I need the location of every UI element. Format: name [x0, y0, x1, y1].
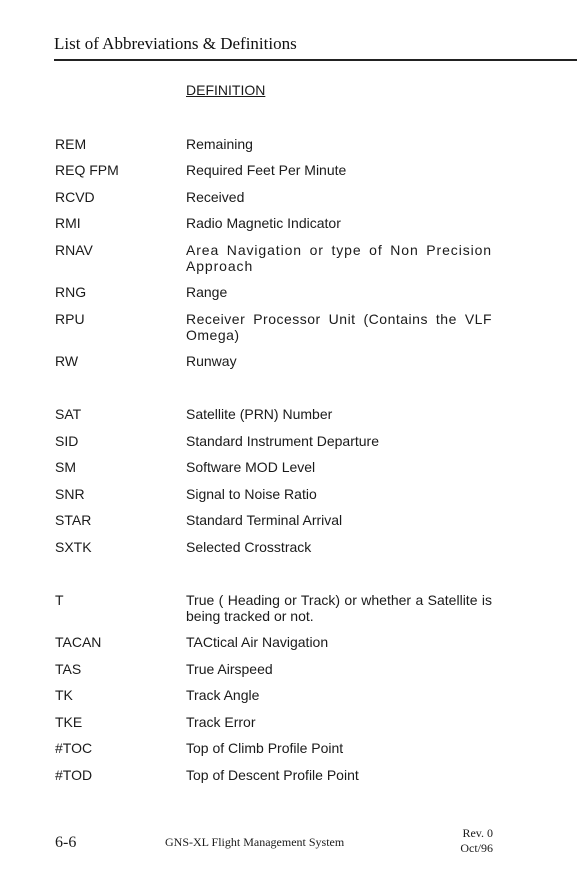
abbr-term: SNR — [55, 486, 85, 502]
abbr-term: T — [55, 592, 64, 608]
abbr-definition: Top of Descent Profile Point — [186, 767, 359, 783]
abbr-definition: Radio Magnetic Indicator — [186, 215, 341, 231]
abbr-term: #TOD — [55, 767, 93, 783]
revision-date: Oct/96 — [460, 841, 493, 855]
abbr-definition: True ( Heading or Track) or whether a Satellite is being tracked or not. — [186, 592, 492, 624]
abbr-definition: Received — [186, 189, 245, 205]
abbr-definition: Area Navigation or type of Non Precision Approach — [186, 242, 492, 274]
abbr-definition: Satellite (PRN) Number — [186, 406, 333, 422]
footer-document-title: GNS-XL Flight Management System — [165, 835, 345, 849]
abbr-term: RW — [55, 353, 79, 369]
header-rule — [54, 59, 577, 61]
abbr-definition: Track Error — [186, 714, 256, 730]
abbr-term: SAT — [55, 406, 82, 422]
abbr-term: STAR — [55, 512, 92, 528]
abbr-definition: TACtical Air Navigation — [186, 634, 329, 650]
abbr-definition: Selected Crosstrack — [186, 539, 312, 555]
abbr-term: #TOC — [55, 740, 93, 756]
definition-column-heading: DEFINITION — [186, 82, 266, 98]
page-number: 6-6 — [55, 834, 77, 851]
abbr-definition: Receiver Processor Unit (Contains the VLF Omega) — [186, 311, 492, 343]
abbr-definition: Signal to Noise Ratio — [186, 486, 317, 502]
abbr-term: SID — [55, 433, 79, 449]
abbr-term: TAS — [55, 661, 82, 677]
abbr-definition: True Airspeed — [186, 661, 273, 677]
abbr-definition: Software MOD Level — [186, 459, 316, 475]
abbr-definition: Track Angle — [186, 687, 260, 703]
abbr-definition: Range — [186, 284, 228, 300]
abbr-term: REQ FPM — [55, 162, 119, 178]
abbr-definition: Standard Instrument Departure — [186, 433, 379, 449]
abbr-definition: Top of Climb Profile Point — [186, 740, 344, 756]
abbr-term: RNG — [55, 284, 87, 300]
abbr-definition: Required Feet Per Minute — [186, 162, 347, 178]
abbr-definition: Standard Terminal Arrival — [186, 512, 343, 528]
abbr-term: REM — [55, 136, 87, 152]
abbr-term: SM — [55, 459, 76, 475]
abbr-term: SXTK — [55, 539, 92, 555]
abbr-definition: Remaining — [186, 136, 253, 152]
abbr-term: RPU — [55, 311, 85, 327]
abbr-term: RMI — [55, 215, 81, 231]
abbr-definition: Runway — [186, 353, 237, 369]
abbr-term: TK — [55, 687, 73, 703]
abbr-term: TACAN — [55, 634, 102, 650]
abbr-term: TKE — [55, 714, 83, 730]
abbr-term: RNAV — [55, 242, 93, 258]
footer-revision — [460, 826, 493, 856]
page-header-title: List of Abbreviations & Definitions — [54, 34, 297, 53]
revision-label: Rev. 0 — [462, 826, 493, 840]
abbr-term: RCVD — [55, 189, 95, 205]
